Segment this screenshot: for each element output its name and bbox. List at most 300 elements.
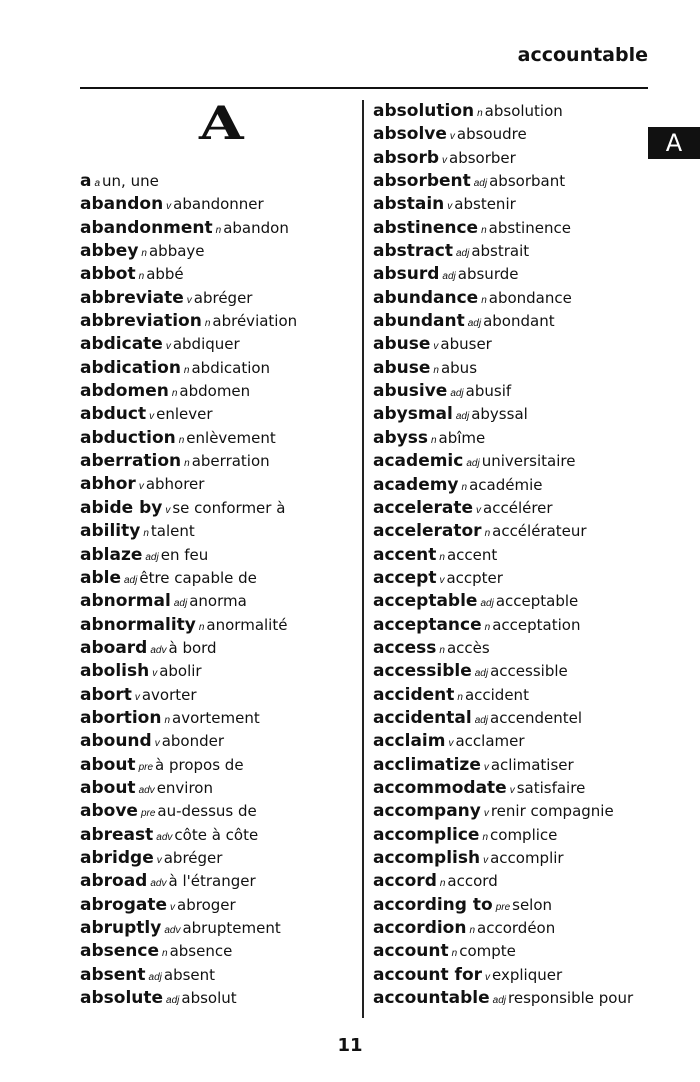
dictionary-entry xyxy=(373,987,633,1010)
dictionary-entry xyxy=(373,240,633,263)
dictionary-entry xyxy=(80,917,297,940)
translation: accélérateur xyxy=(492,522,587,541)
headword: abstain xyxy=(373,194,445,215)
part-of-speech: v xyxy=(138,481,144,493)
translation: aclimatiser xyxy=(490,755,574,774)
part-of-speech: n xyxy=(141,248,147,260)
dictionary-entry xyxy=(80,940,297,963)
translation: abuser xyxy=(440,335,492,354)
part-of-speech: v xyxy=(165,341,171,353)
translation: à bord xyxy=(168,638,217,657)
dictionary-entry xyxy=(373,567,633,590)
dictionary-entry xyxy=(80,964,297,987)
translation: accent xyxy=(446,545,498,564)
part-of-speech: n xyxy=(215,224,222,236)
translation: satisfaire xyxy=(516,778,586,797)
part-of-speech: adv xyxy=(164,925,181,936)
translation: se conformer à xyxy=(172,498,286,517)
translation: accélérer xyxy=(483,498,553,517)
headword: abdicate xyxy=(80,334,163,355)
headword: accelerator xyxy=(373,521,482,542)
dictionary-entry xyxy=(373,497,633,520)
dictionary-entry xyxy=(373,684,633,707)
translation: côte à côte xyxy=(174,825,259,844)
dictionary-entry xyxy=(80,824,297,847)
part-of-speech: adj xyxy=(455,411,470,423)
headword: access xyxy=(373,637,437,658)
part-of-speech: n xyxy=(481,224,487,236)
translation: abolir xyxy=(159,662,202,681)
headword: abreast xyxy=(80,824,154,845)
part-of-speech: adv xyxy=(138,784,155,796)
dictionary-entry xyxy=(80,403,297,426)
dictionary-entry xyxy=(80,333,297,356)
headword: absorb xyxy=(373,147,439,168)
part-of-speech: n xyxy=(484,621,491,633)
headword: abyss xyxy=(373,427,428,448)
guide-word: accountable xyxy=(517,44,648,66)
translation: au-dessus de xyxy=(157,802,257,821)
part-of-speech: n xyxy=(469,925,476,937)
part-of-speech: a xyxy=(94,178,101,189)
translation: avorter xyxy=(141,685,197,704)
dictionary-entry xyxy=(373,730,633,753)
translation: abdication xyxy=(191,358,271,377)
translation: universitaire xyxy=(481,452,576,471)
part-of-speech: v xyxy=(483,808,489,820)
dictionary-entry xyxy=(80,357,297,380)
translation: abruptement xyxy=(182,919,281,937)
translation: aberration xyxy=(191,452,270,471)
right-entry-column xyxy=(373,100,633,1010)
headword: abort xyxy=(80,684,132,705)
dictionary-entry xyxy=(80,800,297,823)
headword: absurd xyxy=(373,264,440,285)
translation: abusif xyxy=(465,382,512,401)
part-of-speech: adj xyxy=(473,178,488,190)
dictionary-entry xyxy=(373,100,633,123)
dictionary-entry xyxy=(373,217,633,240)
translation: abstrait xyxy=(471,242,530,261)
headword: abridge xyxy=(80,847,154,868)
part-of-speech: adj xyxy=(480,598,494,610)
part-of-speech: v xyxy=(134,691,140,703)
part-of-speech: n xyxy=(178,434,185,446)
dictionary-entry xyxy=(373,450,633,473)
headword: abundance xyxy=(373,287,479,308)
dictionary-entry xyxy=(80,170,297,193)
part-of-speech: n xyxy=(184,458,190,470)
headword: about xyxy=(80,777,136,798)
part-of-speech: adv xyxy=(156,831,173,843)
translation: responsible pour xyxy=(508,989,634,1008)
dictionary-entry xyxy=(80,450,297,473)
dictionary-entry xyxy=(80,660,297,683)
headword: abdication xyxy=(80,357,181,378)
translation: abdomen xyxy=(179,382,251,401)
headword: abound xyxy=(80,731,152,752)
translation: abîme xyxy=(438,428,486,447)
translation: absorber xyxy=(449,148,516,167)
part-of-speech: v xyxy=(509,784,515,796)
part-of-speech: adv xyxy=(150,878,167,890)
dictionary-entry xyxy=(80,217,297,240)
dictionary-entry xyxy=(373,147,633,170)
part-of-speech: v xyxy=(149,411,155,423)
headword: aberration xyxy=(80,451,182,472)
part-of-speech: v xyxy=(166,201,172,213)
headword: accordion xyxy=(373,918,467,939)
headword: account xyxy=(373,941,449,962)
headword: abbot xyxy=(80,264,136,285)
translation: abstinence xyxy=(488,218,571,237)
part-of-speech: adj xyxy=(455,248,470,260)
translation: enlèvement xyxy=(186,428,276,447)
headword: able xyxy=(80,567,121,588)
dictionary-entry xyxy=(373,263,633,286)
headword: abuse xyxy=(373,357,431,378)
translation: abbé xyxy=(146,265,184,284)
dictionary-entry xyxy=(373,310,633,333)
part-of-speech: n xyxy=(183,364,190,376)
headword: absolution xyxy=(373,101,475,121)
dictionary-entry xyxy=(373,170,633,193)
headword: abduct xyxy=(80,404,147,425)
part-of-speech: v xyxy=(170,901,176,913)
part-of-speech: adj xyxy=(173,598,188,610)
part-of-speech: n xyxy=(482,831,489,843)
part-of-speech: n xyxy=(481,294,487,306)
headword: acclaim xyxy=(373,731,446,752)
part-of-speech: v xyxy=(483,855,489,866)
headword: absent xyxy=(80,964,146,985)
part-of-speech: v xyxy=(165,504,171,516)
headword: abhor xyxy=(80,474,136,495)
headword: abbey xyxy=(80,241,139,262)
headword: ablaze xyxy=(80,544,143,565)
headword: abandonment xyxy=(80,217,213,238)
translation: abandonner xyxy=(173,195,264,214)
part-of-speech: v xyxy=(433,341,439,353)
part-of-speech: adj xyxy=(124,574,138,586)
translation: absoudre xyxy=(456,125,527,144)
dictionary-entry xyxy=(80,847,297,870)
dictionary-entry xyxy=(373,614,633,637)
dictionary-entry xyxy=(80,380,297,403)
dictionary-entry xyxy=(373,894,633,917)
translation: abbaye xyxy=(148,242,205,261)
headword: a xyxy=(80,171,92,191)
translation: accomplir xyxy=(490,849,564,867)
dictionary-entry xyxy=(373,520,633,543)
dictionary-entry xyxy=(80,240,297,263)
dictionary-entry xyxy=(80,637,297,660)
dictionary-entry xyxy=(80,497,297,520)
section-letter: A xyxy=(199,96,243,150)
part-of-speech: v xyxy=(186,294,192,306)
translation: abhorer xyxy=(145,475,205,494)
part-of-speech: v xyxy=(483,761,489,773)
headword: abusive xyxy=(373,381,448,402)
translation: environ xyxy=(156,778,213,797)
headword: abundant xyxy=(373,311,465,332)
part-of-speech: n xyxy=(433,364,439,376)
part-of-speech: v xyxy=(449,131,455,143)
headword: ability xyxy=(80,521,141,542)
dictionary-entry xyxy=(373,333,633,356)
headword: abolish xyxy=(80,661,150,682)
headword: abbreviate xyxy=(80,287,184,308)
translation: abandon xyxy=(223,218,289,237)
part-of-speech: n xyxy=(461,481,468,493)
headword: abide by xyxy=(80,497,163,518)
dictionary-entry xyxy=(80,894,297,917)
translation: acceptable xyxy=(495,592,579,611)
dictionary-entry xyxy=(373,964,633,987)
dictionary-entry xyxy=(373,940,633,963)
headword: absorbent xyxy=(373,171,471,192)
part-of-speech: adj xyxy=(442,271,456,283)
headword: abbreviation xyxy=(80,311,202,332)
headword: accident xyxy=(373,684,455,705)
translation: à propos de xyxy=(155,755,244,774)
part-of-speech: adj xyxy=(474,714,489,726)
part-of-speech: n xyxy=(439,551,445,563)
headword: accord xyxy=(373,871,437,892)
dictionary-entry xyxy=(373,123,633,146)
dictionary-entry xyxy=(80,754,297,777)
headword: abysmal xyxy=(373,404,453,425)
part-of-speech: v xyxy=(448,738,454,750)
translation: être capable de xyxy=(139,568,257,587)
part-of-speech: v xyxy=(447,201,453,213)
dictionary-entry xyxy=(373,870,633,893)
headword: abandon xyxy=(80,194,164,215)
headword: accompany xyxy=(373,801,481,822)
part-of-speech: v xyxy=(485,971,491,983)
dictionary-entry xyxy=(80,310,297,333)
dictionary-entry xyxy=(373,544,633,567)
part-of-speech: v xyxy=(442,154,447,166)
translation: avortement xyxy=(172,708,260,727)
translation: abréger xyxy=(193,288,253,307)
part-of-speech: n xyxy=(430,434,437,446)
part-of-speech: n xyxy=(451,948,458,960)
dictionary-entry xyxy=(80,263,297,286)
translation: abondance xyxy=(488,288,572,307)
translation: accès xyxy=(446,638,490,657)
headword: accountable xyxy=(373,988,490,1009)
headword: about xyxy=(80,754,136,775)
translation: abonder xyxy=(161,732,225,751)
part-of-speech: n xyxy=(164,714,171,726)
dictionary-entry xyxy=(80,427,297,450)
translation: compte xyxy=(459,942,516,961)
translation: enlever xyxy=(156,405,213,424)
dictionary-entry xyxy=(80,614,297,637)
dictionary-entry xyxy=(80,567,297,590)
headword: accomplice xyxy=(373,824,480,845)
headword: accomplish xyxy=(373,848,481,868)
headword: accept xyxy=(373,567,437,588)
dictionary-entry xyxy=(373,590,633,613)
headword: acceptance xyxy=(373,614,482,635)
dictionary-entry xyxy=(80,707,297,730)
part-of-speech: adj xyxy=(148,971,162,983)
translation: abyssal xyxy=(471,405,528,424)
part-of-speech: adj xyxy=(474,668,489,680)
left-entry-column xyxy=(80,170,297,1010)
headword: abstinence xyxy=(373,217,479,238)
dictionary-entry xyxy=(80,287,297,310)
part-of-speech: adj xyxy=(450,388,464,400)
translation: absent xyxy=(163,965,216,984)
translation: accpter xyxy=(446,568,503,587)
headword: accommodate xyxy=(373,777,507,798)
translation: accendentel xyxy=(490,708,583,727)
translation: abréger xyxy=(163,848,223,867)
translation: selon xyxy=(512,895,553,914)
dictionary-entry xyxy=(373,357,633,380)
headword: abrogate xyxy=(80,894,168,915)
headword: accessible xyxy=(373,661,472,682)
headword: academy xyxy=(373,474,459,495)
part-of-speech: n xyxy=(198,621,205,633)
headword: abruptly xyxy=(80,918,162,938)
dictionary-entry xyxy=(373,474,633,497)
part-of-speech: n xyxy=(484,528,491,540)
dictionary-entry xyxy=(80,473,297,496)
headword: abroad xyxy=(80,871,148,892)
translation: abréviation xyxy=(212,312,298,331)
dictionary-entry xyxy=(373,287,633,310)
part-of-speech: v xyxy=(154,738,160,750)
part-of-speech: pre xyxy=(140,808,156,820)
headword: account for xyxy=(373,964,483,985)
dictionary-entry xyxy=(80,193,297,216)
translation: abondant xyxy=(483,312,555,331)
column-divider xyxy=(362,100,364,1018)
headword: aboard xyxy=(80,637,148,658)
part-of-speech: v xyxy=(439,574,445,586)
part-of-speech: adv xyxy=(150,644,167,656)
dictionary-entry xyxy=(80,544,297,567)
translation: académie xyxy=(469,475,543,494)
part-of-speech: v xyxy=(156,854,162,866)
translation: absolution xyxy=(484,102,563,120)
translation: accessible xyxy=(490,662,568,681)
headword: absence xyxy=(80,941,159,962)
headword: according to xyxy=(373,894,493,915)
headword: abnormal xyxy=(80,591,171,612)
part-of-speech: n xyxy=(143,528,149,540)
translation: anormalité xyxy=(206,615,288,634)
headword: abstract xyxy=(373,241,453,262)
translation: complice xyxy=(490,825,558,844)
dictionary-entry xyxy=(373,917,633,940)
part-of-speech: n xyxy=(138,271,145,283)
headword: acclimatize xyxy=(373,754,481,775)
headword: accent xyxy=(373,544,437,565)
dictionary-entry xyxy=(373,707,633,730)
part-of-speech: adj xyxy=(145,551,159,563)
headword: abdomen xyxy=(80,381,169,402)
translation: abroger xyxy=(177,895,236,914)
translation: à l'étranger xyxy=(168,872,256,891)
dictionary-entry xyxy=(373,754,633,777)
dictionary-entry xyxy=(373,800,633,823)
translation: abdiquer xyxy=(172,335,240,354)
part-of-speech: n xyxy=(477,108,483,119)
translation: absorbant xyxy=(489,172,566,191)
translation: absence xyxy=(169,942,233,961)
translation: abstenir xyxy=(454,195,516,214)
headword: academic xyxy=(373,451,464,472)
translation: anorma xyxy=(189,592,247,611)
dictionary-entry xyxy=(373,403,633,426)
translation: acclamer xyxy=(455,732,525,751)
translation: acceptation xyxy=(492,615,581,634)
part-of-speech: n xyxy=(439,878,446,890)
part-of-speech: n xyxy=(204,318,211,330)
translation: expliquer xyxy=(492,965,563,984)
headword: abortion xyxy=(80,707,162,728)
translation: talent xyxy=(150,522,195,541)
part-of-speech: n xyxy=(439,644,445,656)
headword: abduction xyxy=(80,427,176,448)
translation: accord xyxy=(447,872,498,891)
dictionary-entry xyxy=(373,637,633,660)
dictionary-entry xyxy=(373,824,633,847)
translation: renir compagnie xyxy=(490,802,614,821)
translation: accident xyxy=(464,685,529,704)
dictionary-entry xyxy=(80,730,297,753)
part-of-speech: pre xyxy=(138,761,154,773)
part-of-speech: adj xyxy=(466,458,480,470)
part-of-speech: v xyxy=(152,668,158,680)
headword: absolute xyxy=(80,988,164,1009)
dictionary-entry xyxy=(80,987,297,1010)
part-of-speech: pre xyxy=(495,901,511,913)
header-rule xyxy=(80,87,648,89)
thumb-index-tab: A xyxy=(648,127,700,159)
translation: en feu xyxy=(160,545,209,564)
headword: acceptable xyxy=(373,591,478,612)
translation: un, une xyxy=(102,172,159,190)
dictionary-entry xyxy=(80,520,297,543)
part-of-speech: n xyxy=(457,691,463,703)
part-of-speech: n xyxy=(171,388,178,400)
page-number: 11 xyxy=(337,1035,363,1056)
headword: accidental xyxy=(373,707,472,728)
dictionary-entry xyxy=(373,380,633,403)
headword: abuse xyxy=(373,334,431,355)
translation: absurde xyxy=(457,265,519,284)
headword: abnormality xyxy=(80,614,196,635)
headword: above xyxy=(80,801,138,822)
headword: accelerate xyxy=(373,497,474,518)
dictionary-entry xyxy=(373,193,633,216)
dictionary-entry xyxy=(373,847,633,870)
dictionary-entry xyxy=(80,590,297,613)
part-of-speech: adj xyxy=(166,995,180,1007)
headword: absolve xyxy=(373,124,447,145)
part-of-speech: adj xyxy=(467,318,482,330)
dictionary-entry xyxy=(80,870,297,893)
dictionary-entry xyxy=(80,777,297,800)
dictionary-entry xyxy=(373,660,633,683)
dictionary-entry xyxy=(373,777,633,800)
